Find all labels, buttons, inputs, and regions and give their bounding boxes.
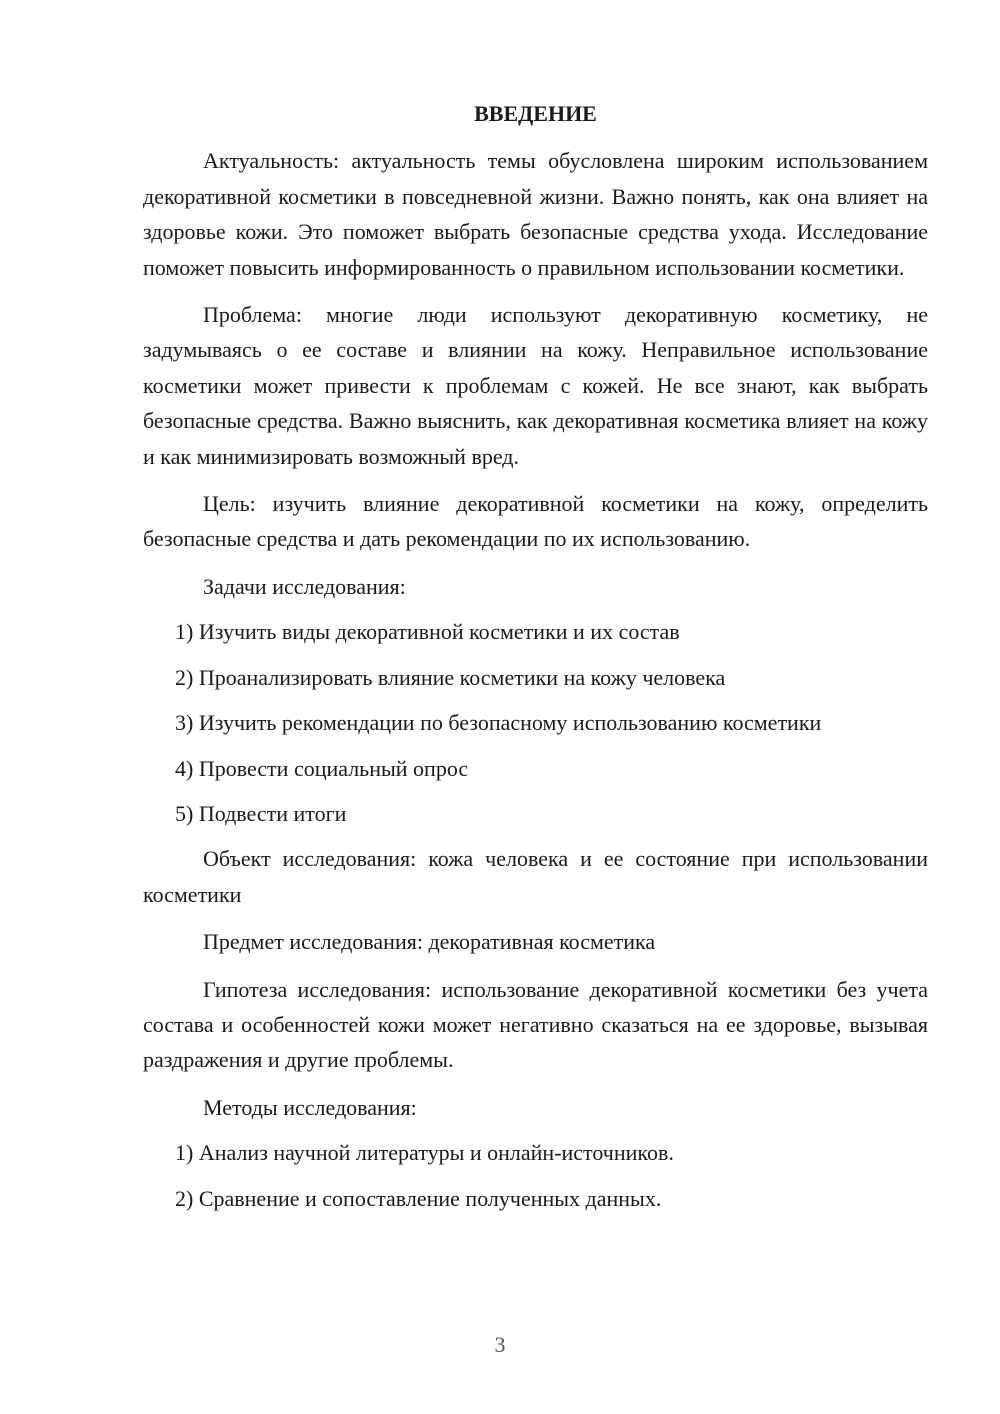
method-item: 1) Анализ научной литературы и онлайн-источников. [175, 1140, 674, 1166]
goal-paragraph: Цель: изучить влияние декоративной косметики на кожу, определить безопасные средства и дать рекомендации по их использованию. [143, 491, 928, 552]
problem-paragraph: Проблема: многие люди используют декоративную косметику, не задумываясь о ее составе и влиянии на кожу. Неправильное использование косметики может привести к проблемам с кожей. Не все знают, как выбрать безопасные средства. Важно выяснить, как декоративная косметика влияет на кожу и как минимизировать возможный вред. [143, 302, 928, 469]
hypothesis-paragraph: Гипотеза исследования: использование декоративной косметики без учета состава и особенностей кожи может негативно сказаться на ее здоровье, вызывая раздражения и другие проблемы. [143, 976, 928, 1073]
relevance-paragraph: Актуальность: актуальность темы обусловлена широким использованием декоративной косметики в повседневной жизни. Важно понять, как она влияет на здоровье кожи. Это поможет выбрать безопасные средства ухода. Исследование поможет повысить информированность о правильном использовании косметики. [143, 148, 928, 280]
method-item: 2) Сравнение и сопоставление полученных данных. [175, 1185, 662, 1211]
task-item: 3) Изучить рекомендации по безопасному использованию косметики [175, 710, 822, 736]
document-page [143, 96, 928, 1226]
tasks-heading: Задачи исследования: [203, 573, 406, 599]
subject-paragraph: Предмет исследования: декоративная косметика [203, 929, 656, 955]
section-title: ВВЕДЕНИЕ [474, 101, 597, 126]
object-paragraph: Объект исследования: кожа человека и ее состояние при использовании косметики [143, 846, 928, 907]
task-item: 1) Изучить виды декоративной косметики и их состав [175, 619, 680, 645]
task-item: 2) Проанализировать влияние косметики на кожу человека [175, 664, 726, 690]
page-number: 3 [494, 1332, 506, 1357]
methods-heading: Методы исследования: [203, 1094, 417, 1120]
task-item: 5) Подвести итоги [175, 800, 347, 826]
task-item: 4) Провести социальный опрос [175, 755, 469, 781]
